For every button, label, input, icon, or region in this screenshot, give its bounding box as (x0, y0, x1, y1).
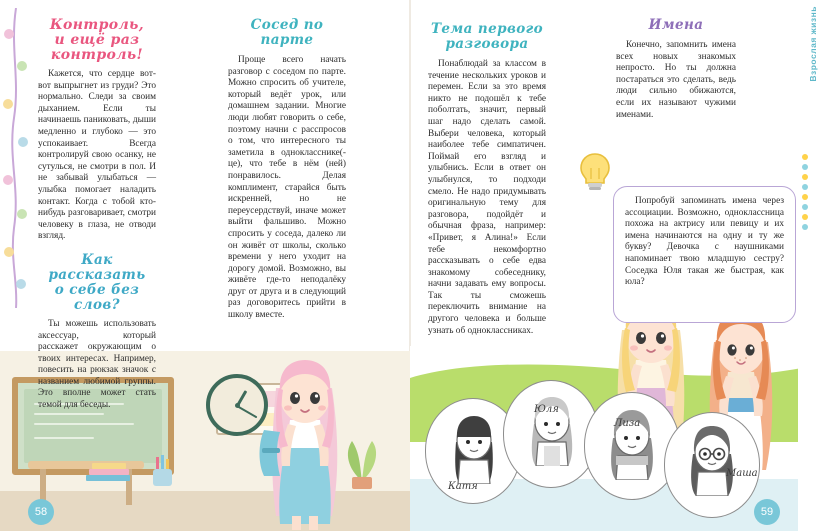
heading-about-line1: Как рассказать (48, 251, 146, 283)
bubble-name-masha: Маша (726, 468, 758, 479)
page-number-left: 58 (28, 499, 54, 525)
heading-deskmate: Сосед по парте (250, 17, 324, 48)
heading-names: Имена (648, 17, 704, 33)
paragraph-deskmate: Проще всего начать разговор с соседом по парте. Можно спросить об учителе, который ведёт урок, или домашнем задании. Многие люди любят говорить о себе, поэтому начни с расспросов о том, что интересного ты заметила в однокласснике(-це), что тебе в нём (ней) понравилось. Делая комплимент, старайся быть искренней, но не переусердствуй, иначе может выйти фальшиво. Можно спросить у соседа, далеко ли он живёт от школы, сколько времени у него уходит на дорогу домой. Возможно, вы живёте где-то неподалёку друг от друга и в следующий раз договоритесь прийти в школу вместе. (228, 55, 346, 321)
lightbulb-icon (578, 152, 612, 192)
column-4 (616, 18, 736, 128)
bubble-name-katya: Катя (448, 481, 478, 492)
heading-control-line1: Контроль, (49, 17, 145, 33)
pencil-cup (150, 455, 176, 487)
heading-control-line2: и ещё раз (54, 32, 140, 48)
books-stack (86, 461, 134, 483)
paragraph-about: Ты можешь использовать аксессуар, который расскажет окружающим о твоих интересах. Например, повесить на рюкзак значок с названием любимой группы. Это вполне может стать темой для беседы. (38, 318, 156, 411)
heading-about-line2: о себе без слов? (54, 281, 140, 313)
column-3 (428, 22, 546, 344)
girl-with-backpack-illustration (246, 348, 364, 531)
bubble-name-yulya: Юля (534, 404, 559, 415)
paragraph-control: Кажется, что сердце вот-вот выпрыгнет из груди? Это нормально. Следи за своим дыханием. Если ты начинаешь паниковать, дыши медленно и глубоко — это успокаивает. Всегда контролируй свою осанку, не сутулься, не смотри в пол. И не забывай улыбаться — улыбка помогает наладить контакт. Когда с тобой кто-нибудь разговаривает, смотри человеку в глаза, не отводи взгляд. (38, 69, 156, 242)
section-tab-label: Взрослая жизнь (808, 6, 818, 82)
column-2 (228, 18, 346, 329)
vine-decoration (2, 8, 36, 308)
heading-firsttopic-line1: Тема первого (430, 21, 544, 37)
heading-control-line3: контроль! (50, 47, 144, 63)
paragraph-names: Конечно, запомнить имена всех новых знакомых непросто. Но ты должна постараться это сделать, ведь люди сильно обижаются, если их называют чужими именами. (616, 40, 736, 120)
wall-clock-icon (206, 374, 268, 436)
tip-text: Попробуй запоминать имена через ассоциации. Возможно, одноклассница похожа на актрису или певицу и их имена начинаются на одну и ту же букву? Девочка с наушниками напоминает твою младшую сестру? Соседка Юля такая же быстрая, как юла? (625, 196, 784, 288)
tip-box (613, 186, 796, 323)
heading-firsttopic-line2: разговора (445, 36, 529, 52)
paragraph-firsttopic: Понаблюдай за классом в течение нескольких уроков и перемен. Если за это время никто не подошёл к тебе поболтать, значит, первый шаг надо сделать самой. Выбери человека, который наиболее тебе симпатичен. Поймай его взгляд и улыбнись. Если в ответ он улыбнулся, то подходи смело. Не надо придумывать оригинальную тему для разговора, подойдёт и обычная фраза, например: «Привет, я Алина!» Если тебе некомфортно рассказывать о себе едва знакомому собеседнику, начни задавать ему вопросы. Так ты сможешь переключить внимание на другого человека и больше узнать об одноклассниках. (428, 59, 546, 336)
page-number-right: 59 (754, 499, 780, 525)
portrait-masha (684, 424, 740, 496)
section-tab[interactable] (798, 0, 820, 531)
portrait-katya (446, 412, 502, 484)
tab-dots (802, 150, 816, 234)
bubble-name-liza: Лиза (614, 418, 641, 429)
column-1 (38, 18, 156, 419)
